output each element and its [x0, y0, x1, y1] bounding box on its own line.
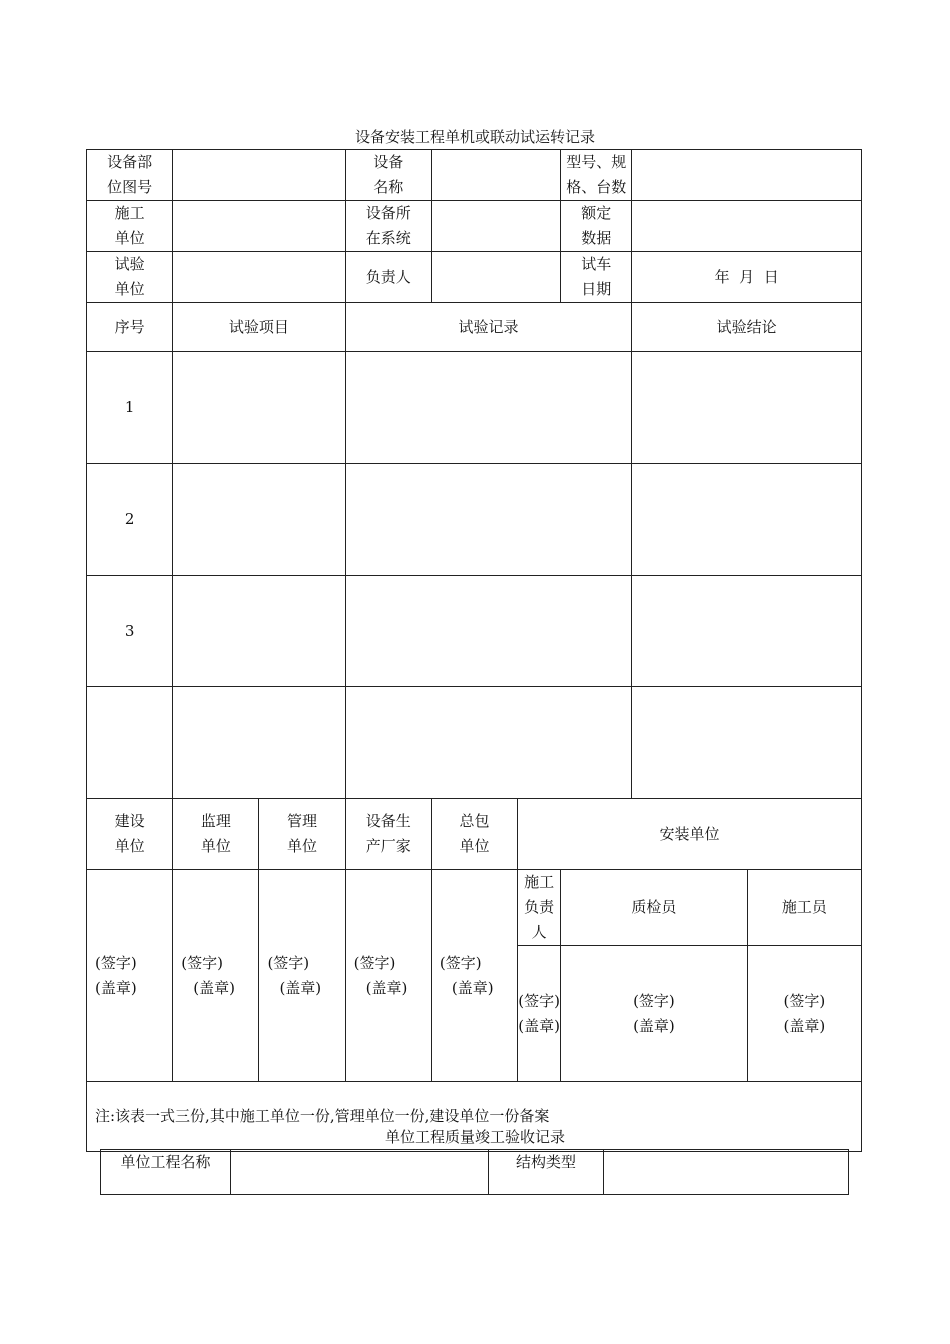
- unit-project-name-value[interactable]: [231, 1150, 489, 1195]
- col-test-item: 试验项目: [173, 303, 345, 352]
- manager-signature[interactable]: (签字) (盖章): [259, 870, 345, 1082]
- test-date-label: 试车 日期: [561, 252, 632, 303]
- worker-label: 施工员: [747, 870, 861, 946]
- construction-unit-label: 施工 单位: [87, 201, 173, 252]
- form2-title: 单位工程质量竣工验收记录: [384, 1128, 565, 1146]
- structure-type-label: 结构类型: [489, 1150, 604, 1195]
- installer-unit-label: 安装单位: [518, 799, 862, 870]
- device-system-value[interactable]: [431, 201, 560, 252]
- test-date-value[interactable]: 年 月 日: [632, 252, 862, 303]
- form1-title: 设备安装工程单机或联动试运转记录: [354, 128, 595, 146]
- construction-unit-value[interactable]: [173, 201, 345, 252]
- structure-type-value[interactable]: [604, 1150, 849, 1195]
- row-seq: [87, 687, 173, 799]
- inspector-label: 质检员: [561, 870, 747, 946]
- supervisor-unit-label: 监理 单位: [173, 799, 259, 870]
- form-note: 注:该表一式三份,其中施工单位一份,管理单位一份,建设单位一份备案: [87, 1082, 862, 1152]
- device-name-value[interactable]: [431, 150, 560, 201]
- device-position-drawing-value[interactable]: [173, 150, 345, 201]
- person-in-charge-label: 负责人: [345, 252, 431, 303]
- inspector-signature[interactable]: (签字) (盖章): [561, 946, 747, 1082]
- col-seq: 序号: [87, 303, 173, 352]
- test-unit-label: 试验 单位: [87, 252, 173, 303]
- device-position-drawing-label: 设备部 位图号: [87, 150, 173, 201]
- row-seq: 2: [87, 464, 173, 576]
- row-test-conclusion[interactable]: [632, 352, 862, 464]
- general-contractor-label: 总包 单位: [431, 799, 517, 870]
- test-unit-value[interactable]: [173, 252, 345, 303]
- row-test-record[interactable]: [345, 352, 632, 464]
- builder-signature[interactable]: (签字) (盖章): [87, 870, 173, 1082]
- row-test-record[interactable]: [345, 576, 632, 687]
- device-name-label: 设备 名称: [345, 150, 431, 201]
- worker-signature[interactable]: (签字) (盖章): [747, 946, 861, 1082]
- install-lead-signature[interactable]: (签字) (盖章): [518, 946, 561, 1082]
- col-test-record: 试验记录: [345, 303, 632, 352]
- row-test-item[interactable]: [173, 352, 345, 464]
- manufacturer-label: 设备生 产厂家: [345, 799, 431, 870]
- completion-acceptance-table: [100, 1149, 849, 1195]
- device-system-label: 设备所 在系统: [345, 201, 431, 252]
- row-test-item[interactable]: [173, 576, 345, 687]
- row-test-item[interactable]: [173, 464, 345, 576]
- model-spec-label: 型号、规 格、台数: [561, 150, 632, 201]
- manager-unit-label: 管理 单位: [259, 799, 345, 870]
- builder-unit-label: 建设 单位: [87, 799, 173, 870]
- test-run-record-table: [86, 149, 862, 1152]
- row-seq: 3: [87, 576, 173, 687]
- row-seq: 1: [87, 352, 173, 464]
- person-in-charge-value[interactable]: [431, 252, 560, 303]
- row-test-item[interactable]: [173, 687, 345, 799]
- manufacturer-signature[interactable]: (签字) (盖章): [345, 870, 431, 1082]
- row-test-conclusion[interactable]: [632, 687, 862, 799]
- general-contractor-signature[interactable]: (签字) (盖章): [431, 870, 517, 1082]
- install-lead-label: 施工 负责人: [518, 870, 561, 946]
- rated-data-label: 额定 数据: [561, 201, 632, 252]
- unit-project-name-label: 单位工程名称: [101, 1150, 231, 1195]
- row-test-record[interactable]: [345, 464, 632, 576]
- row-test-conclusion[interactable]: [632, 576, 862, 687]
- supervisor-signature[interactable]: (签字) (盖章): [173, 870, 259, 1082]
- row-test-record[interactable]: [345, 687, 632, 799]
- rated-data-value[interactable]: [632, 201, 862, 252]
- model-spec-value[interactable]: [632, 150, 862, 201]
- row-test-conclusion[interactable]: [632, 464, 862, 576]
- col-test-conclusion: 试验结论: [632, 303, 862, 352]
